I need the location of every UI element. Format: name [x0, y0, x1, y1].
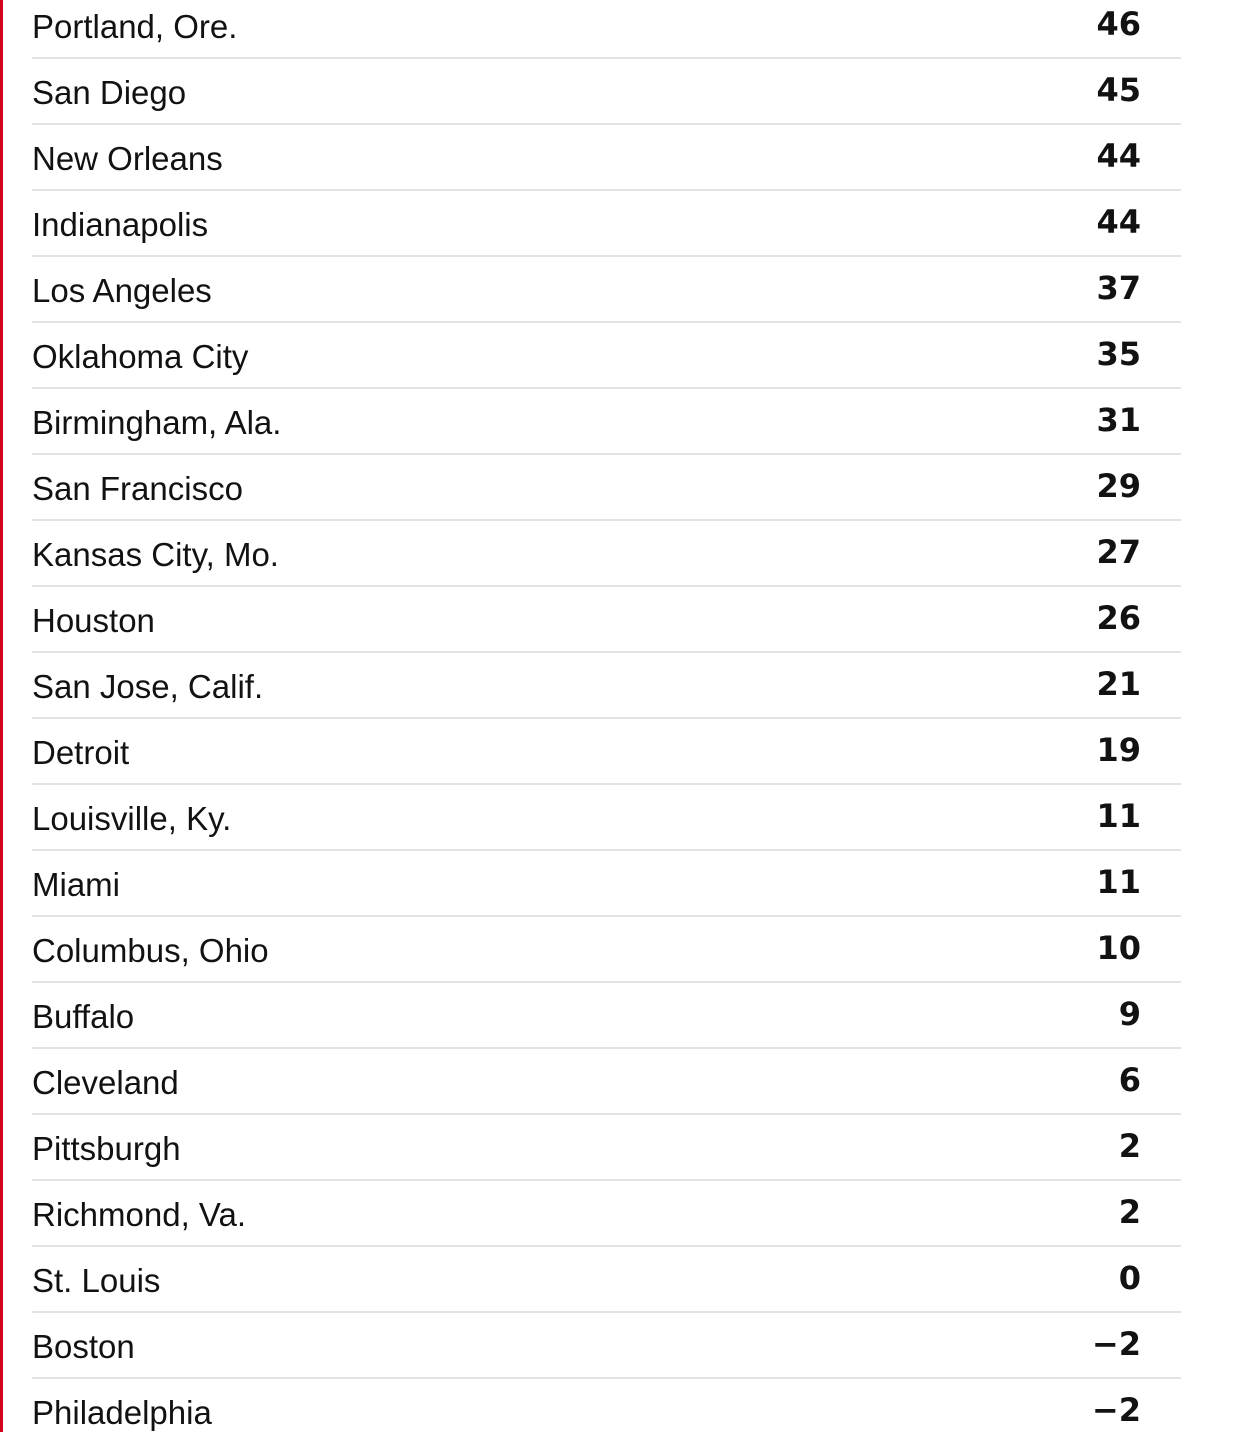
city-name: Houston — [32, 602, 155, 639]
city-name: Kansas City, Mo. — [32, 536, 279, 573]
city-name: Birmingham, Ala. — [32, 404, 282, 441]
table-row — [32, 653, 1181, 719]
table-row — [32, 257, 1181, 323]
table-row — [32, 719, 1181, 785]
city-value: 0 — [1118, 1259, 1141, 1297]
city-name: Philadelphia — [32, 1394, 212, 1431]
city-name: Columbus, Ohio — [32, 932, 269, 969]
table-row — [32, 125, 1181, 191]
city-name: Richmond, Va. — [32, 1196, 246, 1233]
table-row — [32, 1313, 1181, 1379]
city-value: 11 — [1096, 863, 1141, 901]
table-row — [32, 1247, 1181, 1313]
city-name: Miami — [32, 866, 120, 903]
table-row — [32, 323, 1181, 389]
city-value: 10 — [1096, 929, 1141, 967]
city-name: St. Louis — [32, 1262, 161, 1299]
table-row — [32, 917, 1181, 983]
table-row — [32, 191, 1181, 257]
city-value: 6 — [1118, 1061, 1141, 1099]
table-row — [32, 785, 1181, 851]
city-value: −2 — [1091, 1391, 1141, 1429]
city-value: 44 — [1096, 137, 1141, 175]
city-value: 46 — [1096, 5, 1141, 43]
city-name: San Diego — [32, 74, 187, 111]
table-row — [32, 389, 1181, 455]
city-value: 27 — [1096, 533, 1141, 571]
table-row — [32, 521, 1181, 587]
city-value: 21 — [1096, 665, 1141, 703]
table-row — [32, 0, 1181, 59]
table-row — [32, 1049, 1181, 1115]
city-value: 44 — [1096, 203, 1141, 241]
table-row — [32, 587, 1181, 653]
city-name: Louisville, Ky. — [32, 800, 232, 837]
table-row — [32, 1115, 1181, 1181]
city-name: Detroit — [32, 734, 130, 771]
city-value: −2 — [1091, 1325, 1141, 1363]
table-row — [32, 983, 1181, 1049]
city-name: Portland, Ore. — [32, 8, 238, 45]
city-name: Cleveland — [32, 1064, 179, 1101]
city-name: Oklahoma City — [32, 338, 249, 375]
city-value: 2 — [1118, 1193, 1141, 1231]
city-value: 2 — [1118, 1127, 1141, 1165]
city-name: Indianapolis — [32, 206, 209, 243]
city-name: Los Angeles — [32, 272, 212, 309]
city-name: San Jose, Calif. — [32, 668, 264, 705]
city-value: 11 — [1096, 797, 1141, 835]
city-value: 29 — [1096, 467, 1141, 505]
city-value: 45 — [1096, 71, 1141, 109]
table-row — [32, 1181, 1181, 1247]
table-row — [32, 59, 1181, 125]
table-row — [32, 1379, 1181, 1432]
city-value: 19 — [1096, 731, 1141, 769]
city-table — [32, 0, 1181, 1432]
table-row — [32, 851, 1181, 917]
city-value: 26 — [1096, 599, 1141, 637]
city-name: New Orleans — [32, 140, 223, 177]
city-name: Boston — [32, 1328, 135, 1365]
city-name: San Francisco — [32, 470, 243, 507]
city-value: 37 — [1096, 269, 1141, 307]
city-value: 35 — [1096, 335, 1141, 373]
table-row — [32, 455, 1181, 521]
city-value: 31 — [1096, 401, 1141, 439]
city-name: Pittsburgh — [32, 1130, 181, 1167]
accent-rule — [0, 0, 3, 1432]
city-value: 9 — [1118, 995, 1141, 1033]
city-name: Buffalo — [32, 998, 135, 1035]
